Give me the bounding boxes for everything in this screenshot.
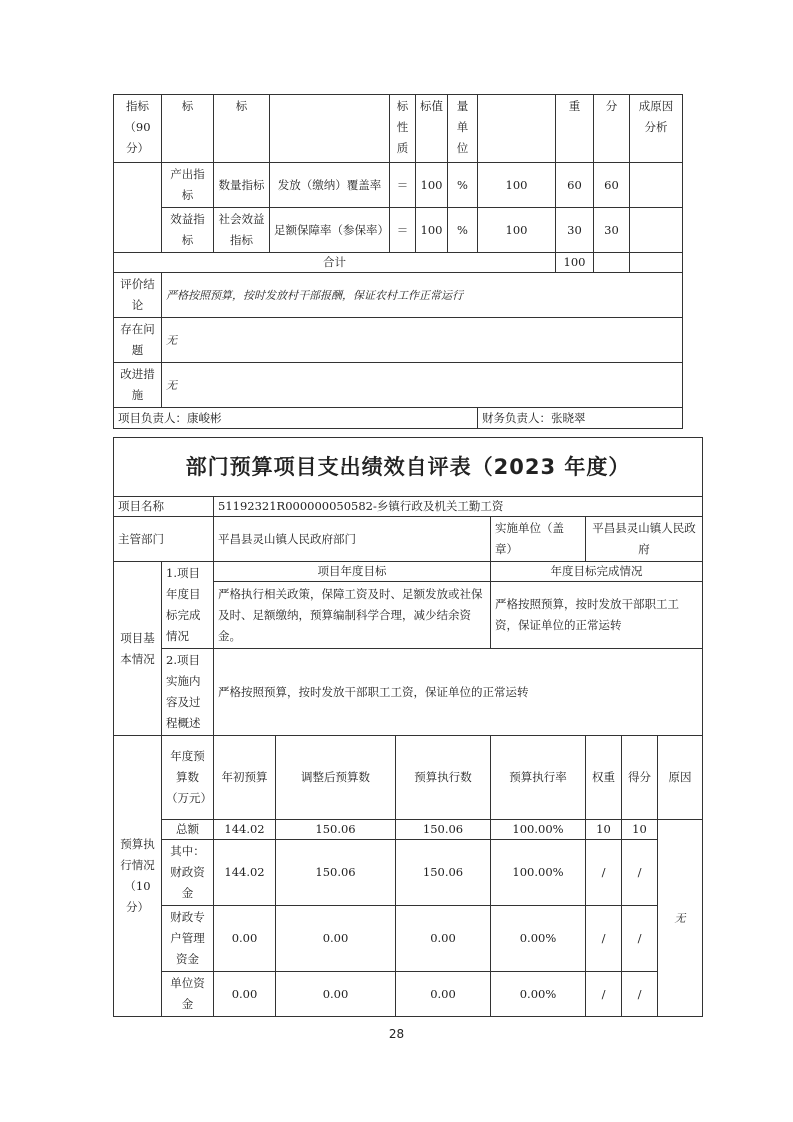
dept-row xyxy=(114,517,703,562)
budget-row-label: 财政专户管理资金 xyxy=(162,906,214,972)
indicator-weight: 30 xyxy=(556,208,594,253)
budget-header-cell: 年度预算数（万元） xyxy=(162,736,214,820)
table-header-row xyxy=(114,95,683,163)
evaluation-text: 严格按照预算，按时发放村干部报酬，保证农村工作正常运行 xyxy=(162,273,683,318)
budget-rate: 100.00% xyxy=(491,820,586,840)
level2-indicator: 数量指标 xyxy=(214,163,270,208)
budget-reason: 无 xyxy=(658,820,703,1017)
impl-unit: 平昌县灵山镇人民政府 xyxy=(586,517,703,562)
level2-indicator: 社会效益指标 xyxy=(214,208,270,253)
content-text: 严格按照预算，按时发放干部职工工资，保证单位的正常运转 xyxy=(214,649,703,736)
budget-weight: / xyxy=(586,906,622,972)
budget-row-label: 总额 xyxy=(162,820,214,840)
budget-header-cell: 得分 xyxy=(622,736,658,820)
content-label: 2.项目实施内容及过程概述 xyxy=(162,649,214,736)
budget-row-label: 其中：财政资金 xyxy=(162,840,214,906)
header-cell: 量单位 xyxy=(448,95,478,163)
budget-row xyxy=(114,972,703,1017)
budget-weight: / xyxy=(586,840,622,906)
budget-initial: 0.00 xyxy=(214,906,276,972)
budget-header-cell: 年初预算 xyxy=(214,736,276,820)
table-row xyxy=(114,163,683,208)
budget-initial: 0.00 xyxy=(214,972,276,1017)
signature-row xyxy=(114,408,683,429)
impl-label: 实施单位（盖章） xyxy=(491,517,586,562)
goal-done-text: 严格按照预算，按时发放干部职工工资，保证单位的正常运转 xyxy=(491,582,703,649)
budget-header-cell: 原因 xyxy=(658,736,703,820)
self-evaluation-table xyxy=(113,437,703,1017)
budget-adjusted: 150.06 xyxy=(276,840,396,906)
budget-adjusted: 0.00 xyxy=(276,906,396,972)
project-name: 51192321R000000050582-乡镇行政及机关工勤工资 xyxy=(214,497,703,517)
basic-label: 项目基本情况 xyxy=(114,562,162,736)
budget-initial: 144.02 xyxy=(214,840,276,906)
budget-executed: 150.06 xyxy=(396,840,491,906)
performance-table-continued xyxy=(113,94,683,429)
indicator-unit: % xyxy=(448,208,478,253)
project-leader: 项目负责人：康峻彬 xyxy=(114,408,478,429)
project-name-row xyxy=(114,497,703,517)
table-row xyxy=(114,208,683,253)
empty-cell xyxy=(630,253,683,273)
improve-text: 无 xyxy=(162,363,683,408)
page-title: 部门预算项目支出绩效自评表（2023 年度） xyxy=(114,438,703,497)
goal-header-row xyxy=(114,562,703,582)
header-cell: 重 xyxy=(556,95,594,163)
indicator-reason xyxy=(630,208,683,253)
total-row xyxy=(114,253,683,273)
budget-header-cell: 调整后预算数 xyxy=(276,736,396,820)
project-name-label: 项目名称 xyxy=(114,497,214,517)
budget-executed: 0.00 xyxy=(396,972,491,1017)
empty-cell xyxy=(114,163,162,253)
dept-label: 主管部门 xyxy=(114,517,214,562)
indicator-unit: % xyxy=(448,163,478,208)
problems-row xyxy=(114,318,683,363)
header-cell: 分 xyxy=(594,95,630,163)
indicator-nature: ＝ xyxy=(390,208,416,253)
evaluation-label: 评价结论 xyxy=(114,273,162,318)
budget-rate: 0.00% xyxy=(491,906,586,972)
budget-row xyxy=(114,840,703,906)
indicator-name: 足额保障率（参保率） xyxy=(270,208,390,253)
empty-cell xyxy=(594,253,630,273)
goal-done-header: 年度目标完成情况 xyxy=(491,562,703,582)
header-cell xyxy=(478,95,556,163)
budget-score: 10 xyxy=(622,820,658,840)
content-row xyxy=(114,649,703,736)
budget-adjusted: 150.06 xyxy=(276,820,396,840)
indicator-score: 30 xyxy=(594,208,630,253)
budget-label: 预算执行情况（10分） xyxy=(114,736,162,1017)
goal-header: 项目年度目标 xyxy=(214,562,491,582)
evaluation-row xyxy=(114,273,683,318)
budget-header-cell: 权重 xyxy=(586,736,622,820)
total-value: 100 xyxy=(556,253,594,273)
improve-row xyxy=(114,363,683,408)
budget-executed: 150.06 xyxy=(396,820,491,840)
budget-weight: 10 xyxy=(586,820,622,840)
header-cell: 标 xyxy=(162,95,214,163)
budget-weight: / xyxy=(586,972,622,1017)
header-cell: 标 xyxy=(214,95,270,163)
dept-value: 平昌县灵山镇人民政府部门 xyxy=(214,517,491,562)
header-cell: 成原因分析 xyxy=(630,95,683,163)
budget-rate: 100.00% xyxy=(491,840,586,906)
budget-row xyxy=(114,820,703,840)
header-cell xyxy=(270,95,390,163)
total-label: 合计 xyxy=(114,253,556,273)
improve-label: 改进措施 xyxy=(114,363,162,408)
problems-label: 存在问题 xyxy=(114,318,162,363)
budget-header-row xyxy=(114,736,703,820)
header-cell: 标性质 xyxy=(390,95,416,163)
budget-initial: 144.02 xyxy=(214,820,276,840)
budget-header-cell: 预算执行率 xyxy=(491,736,586,820)
indicator-reason xyxy=(630,163,683,208)
budget-executed: 0.00 xyxy=(396,906,491,972)
title-row xyxy=(114,438,703,497)
indicator-nature: ＝ xyxy=(390,163,416,208)
indicator-actual: 100 xyxy=(478,163,556,208)
budget-score: / xyxy=(622,906,658,972)
budget-row xyxy=(114,906,703,972)
budget-score: / xyxy=(622,840,658,906)
budget-adjusted: 0.00 xyxy=(276,972,396,1017)
budget-score: / xyxy=(622,972,658,1017)
page-number: 28 xyxy=(388,1027,405,1041)
indicator-value: 100 xyxy=(416,163,448,208)
goal-text: 严格执行相关政策，保障工资及时、足额发放或社保及时、足额缴纳，预算编制科学合理，减少结余资金。 xyxy=(214,582,491,649)
indicator-weight: 60 xyxy=(556,163,594,208)
goal-label: 1.项目年度目标完成情况 xyxy=(162,562,214,649)
budget-header-cell: 预算执行数 xyxy=(396,736,491,820)
finance-leader: 财务负责人：张晓翠 xyxy=(478,408,683,429)
budget-rate: 0.00% xyxy=(491,972,586,1017)
indicator-value: 100 xyxy=(416,208,448,253)
budget-row-label: 单位资金 xyxy=(162,972,214,1017)
indicator-actual: 100 xyxy=(478,208,556,253)
header-cell: 指标（90分） xyxy=(114,95,162,163)
indicator-score: 60 xyxy=(594,163,630,208)
problems-text: 无 xyxy=(162,318,683,363)
indicator-name: 发放（缴纳）覆盖率 xyxy=(270,163,390,208)
header-cell: 标值 xyxy=(416,95,448,163)
level1-indicator: 产出指标 xyxy=(162,163,214,208)
level1-indicator: 效益指标 xyxy=(162,208,214,253)
